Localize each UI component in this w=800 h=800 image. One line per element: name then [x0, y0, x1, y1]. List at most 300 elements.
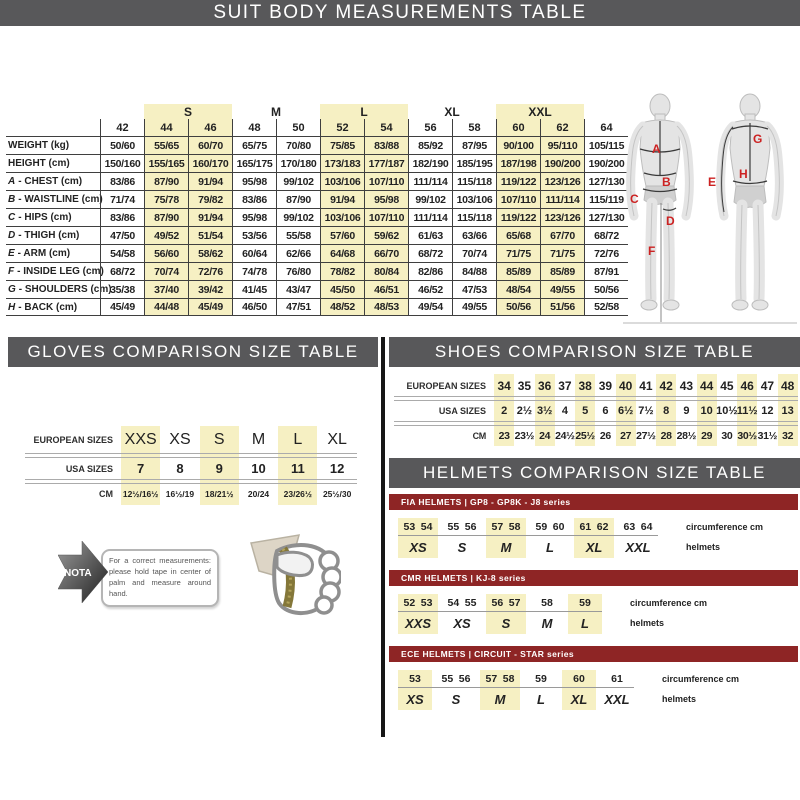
- suit-value-cell: 41/45: [232, 280, 276, 298]
- helmet-size-group: [562, 670, 596, 710]
- shoes-usa-cell: 2: [501, 405, 508, 417]
- measurement-letter: E: [8, 248, 15, 259]
- helmet-comparison-tables: [389, 494, 798, 710]
- figure-label-C: C: [630, 192, 639, 206]
- measurement-name: - CHEST (cm): [18, 176, 83, 187]
- helmets-table-header-bar: [389, 458, 800, 488]
- shoes-cm-cell: 30: [721, 429, 733, 442]
- row-label: USA SIZES: [438, 406, 486, 416]
- suit-value-cell: 83/88: [364, 136, 408, 154]
- suit-value-cell: 63/66: [452, 226, 496, 244]
- suit-value-cell: 43/47: [276, 280, 320, 298]
- suit-value-cell: 111/114: [408, 172, 452, 190]
- shoes-usa-cell: 12: [761, 405, 774, 417]
- measurement-letter: C: [8, 212, 16, 223]
- suit-value-cell: 111/114: [408, 208, 452, 226]
- helmet-series-bar: CMR HELMETS | KJ-8 series: [389, 570, 798, 586]
- helmet-size-group: [398, 518, 438, 558]
- suit-value-cell: 115/118: [452, 172, 496, 190]
- suit-value-cell: 66/70: [364, 244, 408, 262]
- measurement-name: - SHOULDERS (cm): [18, 284, 112, 295]
- suit-value-cell: 61/63: [408, 226, 452, 244]
- suit-table-title: SUIT BODY MEASUREMENTS TABLE: [213, 2, 587, 23]
- suit-size-column-header: 46: [188, 119, 232, 136]
- measurement-letter: B: [8, 194, 16, 205]
- suit-value-cell: 83/86: [100, 172, 144, 190]
- suit-value-cell: 62/66: [276, 244, 320, 262]
- helmet-size-group: [480, 670, 520, 710]
- nota-arrow-icon: [58, 541, 108, 603]
- suit-value-cell: 51/54: [188, 226, 232, 244]
- shoes-table-row: [394, 402, 798, 420]
- shoes-table-row: [394, 376, 798, 395]
- suit-measurement-row-label: [6, 226, 100, 244]
- suit-value-cell: 64/68: [320, 244, 364, 262]
- gloves-cm-cell: 25½/30: [322, 489, 352, 499]
- separator-rule: [25, 453, 357, 458]
- row-label: EUROPEAN SIZES: [406, 380, 486, 391]
- helmet-circumference-values: [398, 670, 432, 688]
- helmet-size-group: [530, 594, 564, 634]
- suit-value-cell: 65/68: [496, 226, 540, 244]
- suit-size-column-header: 56: [408, 119, 452, 136]
- helmet-circumference-values: [480, 670, 520, 688]
- nota-label: NOTA: [64, 568, 92, 579]
- gloves-cm-cell: 20/24: [247, 489, 270, 499]
- suit-value-cell: 185/195: [452, 154, 496, 172]
- shoes-usa-cell: 6½: [617, 405, 634, 417]
- suit-value-cell: 56/60: [144, 244, 188, 262]
- measurement-name: - THIGH (cm): [18, 230, 80, 241]
- suit-value-cell: 95/98: [232, 172, 276, 190]
- suit-value-cell: 85/89: [496, 262, 540, 280]
- helmet-size-group: [524, 670, 558, 710]
- suit-measurement-row-label: [6, 262, 104, 280]
- gloves-table-row: [25, 459, 357, 478]
- suit-value-cell: 59/62: [364, 226, 408, 244]
- helmet-size-group: [436, 670, 476, 710]
- suit-value-cell: 182/190: [408, 154, 452, 172]
- suit-size-column-header: 42: [100, 119, 144, 136]
- shoes-eu-cell: 46: [740, 378, 754, 393]
- suit-value-cell: 74/78: [232, 262, 276, 280]
- suit-size-column-header: 64: [584, 119, 628, 136]
- gloves-eu-cell: S: [213, 431, 225, 448]
- shoes-cm-cell: 23: [498, 429, 510, 442]
- helmet-size-group: [398, 670, 432, 710]
- shoes-cm-cell: 29: [701, 429, 713, 442]
- helmet-size-label: XXL: [625, 539, 651, 555]
- circumference-row-label: circumference cm: [630, 598, 708, 608]
- row-label: CM: [472, 430, 486, 441]
- helmet-circumference-values: [618, 518, 658, 536]
- circumference-value: 59: [535, 673, 547, 685]
- suit-value-cell: 107/110: [364, 208, 408, 226]
- helmets-row-label: helmets: [662, 694, 697, 704]
- suit-value-cell: 99/102: [408, 190, 452, 208]
- shoes-usa-cell: 5: [582, 405, 589, 417]
- suit-value-cell: 71/74: [100, 190, 144, 208]
- separator-rule: [25, 479, 357, 484]
- measurement-name: HEIGHT (cm): [8, 158, 70, 169]
- shoes-usa-cell: 3½: [536, 405, 553, 417]
- suit-value-cell: 79/82: [188, 190, 232, 208]
- suit-value-cell: 85/92: [408, 136, 452, 154]
- measurement-name: - ARM (cm): [17, 248, 71, 259]
- suit-value-cell: 91/94: [188, 208, 232, 226]
- shoes-cm-cell: 27: [620, 429, 632, 442]
- shoes-eu-cell: 36: [537, 378, 552, 393]
- suit-value-cell: 87/90: [144, 172, 188, 190]
- shoes-table-row: [394, 427, 798, 444]
- shoes-usa-cell: 13: [781, 405, 794, 417]
- suit-value-cell: 44/48: [144, 298, 188, 316]
- helmet-table: [389, 646, 798, 710]
- suit-value-cell: 170/180: [276, 154, 320, 172]
- measurement-name: - WAISTLINE (cm): [18, 194, 103, 205]
- suit-measurement-row-label: [6, 280, 112, 298]
- gloves-usa-cell: 10: [251, 461, 266, 476]
- nota-note-text: For a correct measurements: please hold tape in center of palm and measure around hand.: [109, 556, 211, 598]
- suit-value-cell: 45/50: [320, 280, 364, 298]
- suit-value-cell: 75/78: [144, 190, 188, 208]
- suit-value-cell: 70/80: [276, 136, 320, 154]
- suit-value-cell: 115/119: [584, 190, 628, 208]
- suit-value-cell: 82/86: [408, 262, 452, 280]
- suit-size-group-header: M: [271, 104, 281, 119]
- circumference-value: 56: [464, 521, 477, 533]
- helmet-size-group: [568, 594, 602, 634]
- shoes-cm-cell: 26: [599, 429, 611, 442]
- helmet-circumference-values: [574, 518, 614, 536]
- helmet-size-label: L: [581, 615, 589, 631]
- helmet-size-group: [398, 594, 438, 634]
- gloves-eu-cell: XS: [169, 431, 191, 448]
- shoes-eu-cell: 43: [679, 378, 694, 393]
- circumference-value: 63: [623, 521, 636, 533]
- shoes-usa-cell: 11½: [736, 405, 758, 417]
- suit-value-cell: 46/50: [232, 298, 276, 316]
- suit-value-cell: 49/55: [540, 280, 584, 298]
- gloves-eu-cell: XL: [327, 431, 347, 448]
- shoes-cm-cell: 31½: [757, 429, 778, 442]
- circumference-value: 60: [573, 673, 585, 685]
- helmet-circumference-values: [568, 594, 602, 612]
- suit-value-cell: 87/90: [144, 208, 188, 226]
- circumference-value: 55: [447, 521, 460, 533]
- shoes-usa-cell: 2½: [516, 405, 533, 417]
- gloves-table-row: [25, 485, 357, 503]
- suit-measurement-row-label: [6, 154, 100, 172]
- suit-value-cell: 107/110: [364, 172, 408, 190]
- shoes-cm-cell: 32: [782, 429, 794, 442]
- circumference-value: 58: [541, 597, 553, 609]
- suit-value-cell: 127/130: [584, 208, 628, 226]
- suit-value-cell: 49/55: [452, 298, 496, 316]
- gloves-cm-cell: 16½/19: [165, 489, 195, 499]
- gloves-cm-cell: 12½/16½: [122, 489, 159, 499]
- measurement-letter: F: [8, 266, 15, 277]
- suit-value-cell: 155/165: [144, 154, 188, 172]
- shoes-comparison-table: [394, 376, 798, 444]
- gloves-table-row: [25, 428, 357, 452]
- shoes-usa-cell: 6: [602, 405, 609, 417]
- suit-value-cell: 80/84: [364, 262, 408, 280]
- suit-value-cell: 47/53: [452, 280, 496, 298]
- row-label: USA SIZES: [65, 463, 113, 474]
- helmet-size-group: [442, 518, 482, 558]
- shoes-eu-cell: 40: [618, 378, 633, 393]
- suit-value-cell: 107/110: [496, 190, 540, 208]
- helmet-table-body: [389, 518, 798, 558]
- suit-value-cell: 99/102: [276, 172, 320, 190]
- suit-value-cell: 75/85: [320, 136, 364, 154]
- helmet-size-groups: [398, 594, 602, 634]
- suit-value-cell: 119/122: [496, 208, 540, 226]
- suit-value-cell: 95/98: [364, 190, 408, 208]
- figure-label-B: B: [662, 175, 671, 189]
- shoes-usa-cell: 4: [561, 405, 568, 417]
- helmet-size-label: XXS: [404, 615, 431, 631]
- helmet-size-label: S: [501, 615, 511, 631]
- shoes-eu-cell: 45: [720, 378, 734, 393]
- suit-value-cell: 78/82: [320, 262, 364, 280]
- circumference-value: 59: [579, 597, 591, 609]
- suit-value-cell: 119/122: [496, 172, 540, 190]
- circumference-value: 57: [491, 521, 504, 533]
- suit-value-cell: 54/58: [100, 244, 144, 262]
- shoes-table-header-bar: [389, 337, 800, 367]
- helmet-row-labels: [630, 594, 707, 634]
- suit-value-cell: 49/54: [408, 298, 452, 316]
- suit-value-cell: 48/52: [320, 298, 364, 316]
- helmet-circumference-values: [530, 594, 564, 612]
- circumference-value: 52: [403, 597, 416, 609]
- suit-value-cell: 53/56: [232, 226, 276, 244]
- gloves-usa-cell: 7: [137, 461, 145, 476]
- suit-value-cell: 83/86: [100, 208, 144, 226]
- suit-measurement-row-label: [6, 244, 100, 262]
- suit-value-cell: 55/58: [276, 226, 320, 244]
- helmet-circumference-values: [442, 518, 482, 536]
- suit-value-cell: 58/62: [188, 244, 232, 262]
- suit-value-cell: 115/118: [452, 208, 496, 226]
- helmet-size-group: [530, 518, 570, 558]
- suit-size-column-header: 58: [452, 119, 496, 136]
- shoes-cm-cell: 24: [539, 429, 551, 442]
- suit-size-column-header: 60: [496, 119, 540, 136]
- suit-value-cell: 70/74: [144, 262, 188, 280]
- circumference-value: 54: [447, 597, 460, 609]
- circumference-value: 60: [552, 521, 565, 533]
- suit-size-column-header: 54: [364, 119, 408, 136]
- shoes-usa-cell: 9: [683, 405, 690, 417]
- suit-label-column-spacer: [6, 119, 100, 136]
- figure-label-A: A: [652, 142, 661, 156]
- helmet-circumference-values: [530, 518, 570, 536]
- measurement-name: WEIGHT (kg): [8, 140, 70, 151]
- suit-value-cell: 87/95: [452, 136, 496, 154]
- suit-value-cell: 87/91: [584, 262, 628, 280]
- circumference-value: 53: [409, 673, 421, 685]
- helmet-row-labels: [686, 518, 763, 558]
- shoes-usa-cell: 7½: [638, 405, 654, 417]
- suit-size-group-header: [6, 104, 144, 119]
- helmet-size-label: L: [537, 691, 545, 707]
- suit-value-cell: 71/75: [540, 244, 584, 262]
- body-measurement-figures: [620, 93, 800, 333]
- circumference-value: 56: [491, 597, 504, 609]
- nota-note-bubble: [101, 549, 219, 607]
- helmet-size-label: S: [457, 539, 467, 555]
- separator-rule: [394, 421, 798, 426]
- suit-value-cell: 50/56: [584, 280, 628, 298]
- shoes-eu-cell: 38: [578, 378, 592, 393]
- suit-value-cell: 57/60: [320, 226, 364, 244]
- suit-value-cell: 76/80: [276, 262, 320, 280]
- suit-value-cell: 187/198: [496, 154, 540, 172]
- suit-value-cell: 150/160: [100, 154, 144, 172]
- helmet-row-labels: [662, 670, 739, 710]
- figure-label-H: H: [739, 167, 748, 181]
- suit-value-cell: 177/187: [364, 154, 408, 172]
- shoes-eu-cell: 47: [760, 378, 775, 393]
- shoes-eu-cell: 42: [659, 378, 673, 393]
- shoes-eu-cell: 37: [558, 378, 572, 393]
- suit-value-cell: 50/56: [496, 298, 540, 316]
- measurement-letter: D: [8, 230, 16, 241]
- suit-measurement-row-label: [6, 172, 100, 190]
- suit-value-cell: 50/60: [100, 136, 144, 154]
- figure-label-E: E: [708, 175, 717, 189]
- helmet-circumference-values: [486, 518, 526, 536]
- helmet-size-group: [618, 518, 658, 558]
- figure-label-D: D: [666, 214, 675, 228]
- suit-size-column-header: 50: [276, 119, 320, 136]
- suit-value-cell: 68/72: [584, 226, 628, 244]
- measurement-name: - BACK (cm): [18, 301, 78, 313]
- circumference-row-label: circumference cm: [686, 522, 764, 532]
- suit-measurement-row-label: [6, 298, 100, 316]
- helmet-size-label: XS: [406, 691, 424, 707]
- suit-value-cell: 103/106: [320, 172, 364, 190]
- suit-measurement-row-label: [6, 136, 100, 154]
- suit-value-cell: 65/75: [232, 136, 276, 154]
- suit-measurement-row-label: [6, 190, 103, 208]
- suit-value-cell: 48/54: [496, 280, 540, 298]
- gloves-usa-cell: 12: [329, 461, 345, 476]
- suit-value-cell: 111/114: [540, 190, 584, 208]
- suit-size-group-header: L: [320, 104, 408, 119]
- shoes-cm-cell: 28½: [676, 429, 697, 442]
- suit-value-cell: 49/52: [144, 226, 188, 244]
- suit-value-cell: 55/65: [144, 136, 188, 154]
- suit-value-cell: 47/50: [100, 226, 144, 244]
- gloves-table-title: GLOVES COMPARISON SIZE TABLE: [27, 342, 359, 361]
- suit-value-cell: 37/40: [144, 280, 188, 298]
- suit-value-cell: 95/110: [540, 136, 584, 154]
- suit-size-column-header: 62: [540, 119, 584, 136]
- measurement-letter: A: [8, 176, 16, 187]
- suit-value-cell: 99/102: [276, 208, 320, 226]
- suit-value-cell: 68/72: [408, 244, 452, 262]
- suit-value-cell: 48/53: [364, 298, 408, 316]
- gloves-eu-cell: L: [293, 431, 303, 448]
- suit-value-cell: 91/94: [188, 172, 232, 190]
- helmet-size-label: M: [500, 539, 512, 555]
- suit-value-cell: 72/76: [188, 262, 232, 280]
- figure-label-F: F: [648, 244, 656, 258]
- suit-value-cell: 105/115: [584, 136, 628, 154]
- gloves-eu-cell: XXS: [124, 431, 157, 448]
- gloves-eu-cell: M: [251, 431, 266, 448]
- suit-value-cell: 84/88: [452, 262, 496, 280]
- suit-value-cell: 67/70: [540, 226, 584, 244]
- suit-value-cell: 72/76: [584, 244, 628, 262]
- suit-value-cell: 90/100: [496, 136, 540, 154]
- suit-size-column-header: 44: [144, 119, 188, 136]
- helmet-size-group: [486, 518, 526, 558]
- suit-value-cell: 127/130: [584, 172, 628, 190]
- shoes-usa-cell: 8: [663, 405, 670, 417]
- circumference-value: 53: [403, 521, 416, 533]
- shoes-eu-cell: 39: [598, 378, 613, 393]
- circumference-value: 64: [640, 521, 653, 533]
- helmet-circumference-values: [436, 670, 476, 688]
- row-label: EUROPEAN SIZES: [33, 435, 113, 445]
- suit-value-cell: 39/42: [188, 280, 232, 298]
- helmet-size-group: [442, 594, 482, 634]
- suit-value-cell: 103/106: [320, 208, 364, 226]
- helmet-circumference-values: [600, 670, 634, 688]
- measurement-name: - INSIDE LEG (cm): [17, 266, 104, 277]
- suit-value-cell: 190/200: [584, 154, 628, 172]
- suit-value-cell: 71/75: [496, 244, 540, 262]
- suit-value-cell: 35/38: [100, 280, 144, 298]
- helmets-row-label: helmets: [630, 618, 665, 628]
- helmet-circumference-values: [442, 594, 482, 612]
- gloves-usa-cell: 11: [290, 461, 305, 476]
- helmet-size-label: XL: [570, 691, 588, 707]
- suit-table-header-bar: [0, 0, 800, 26]
- suit-value-cell: 47/51: [276, 298, 320, 316]
- suit-value-cell: 160/170: [188, 154, 232, 172]
- suit-value-cell: 123/126: [540, 208, 584, 226]
- suit-size-column-header: 48: [232, 119, 276, 136]
- suit-value-cell: 51/56: [540, 298, 584, 316]
- circumference-value: 55: [464, 597, 477, 609]
- helmet-size-groups: [398, 670, 634, 710]
- shoes-usa-cell: 10½: [716, 405, 738, 417]
- suit-value-cell: 60/64: [232, 244, 276, 262]
- suit-value-cell: 45/49: [188, 298, 232, 316]
- section-divider: [381, 337, 385, 737]
- shoes-cm-cell: 27½: [636, 429, 656, 442]
- helmet-circumference-values: [524, 670, 558, 688]
- circumference-value: 57: [508, 597, 521, 609]
- suit-value-cell: 52/58: [584, 298, 628, 316]
- gloves-usa-cell: 9: [215, 461, 223, 476]
- helmet-circumference-values: [486, 594, 526, 612]
- shoes-eu-cell: 44: [699, 378, 714, 393]
- circumference-value: 56: [458, 673, 471, 685]
- shoes-cm-cell: 24½: [555, 429, 575, 442]
- suit-value-cell: 46/52: [408, 280, 452, 298]
- shoes-cm-cell: 23½: [514, 429, 535, 442]
- circumference-value: 59: [535, 521, 548, 533]
- helmet-size-label: M: [494, 691, 506, 707]
- helmet-size-label: XS: [453, 615, 471, 631]
